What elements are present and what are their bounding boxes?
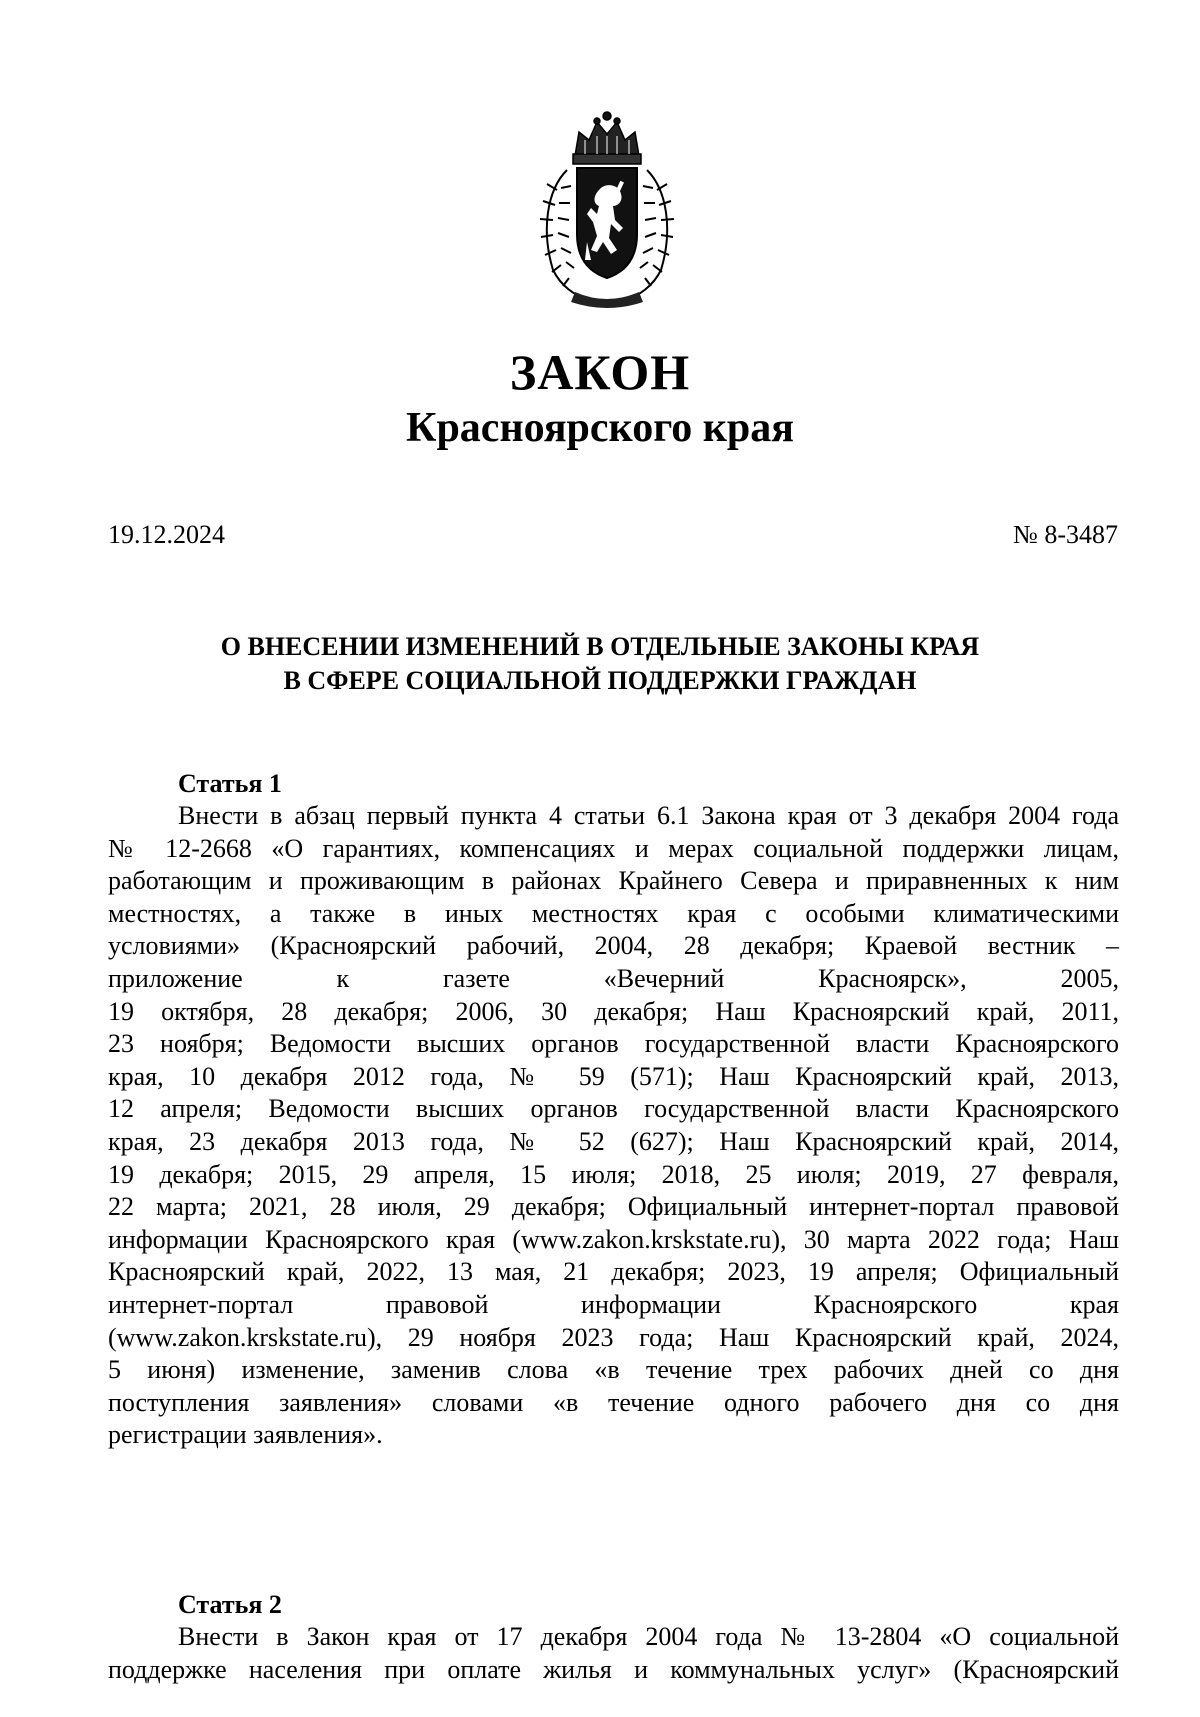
text-line: Внести в абзац первый пункта 4 статьи 6.1 Закона края от 3 декабря 2004 года [178, 801, 1119, 830]
subject-line: В СФЕРЕ СОЦИАЛЬНОЙ ПОДДЕРЖКИ ГРАЖДАН [283, 666, 917, 695]
text-line: 5 июня) изменение, заменив слова «в течение трех рабочих дней со дня [108, 1355, 1119, 1385]
text-line: информации Красноярского края (www.zakon.krskstate.ru), 30 марта 2022 года; Наш [108, 1224, 1119, 1254]
text-line: Внести в Закон края от 17 декабря 2004 года № 13-2804 «О социальной [178, 1622, 1119, 1651]
region-subtitle: Красноярского края [405, 405, 795, 451]
coat-of-arms-icon [527, 110, 687, 310]
text-line: 22 марта; 2021, 28 июля, 29 декабря; Официальный интернет-портал правовой [108, 1192, 1119, 1222]
text-line: регистрации заявления». [108, 1420, 383, 1450]
document-number: № 8-3487 [1013, 520, 1118, 549]
document-subject [0, 630, 1200, 698]
text-line: приложение к газете «Вечерний Красноярск», 2005, [108, 963, 1119, 993]
subject-line: О ВНЕСЕНИИ ИЗМЕНЕНИЙ В ОТДЕЛЬНЫЕ ЗАКОНЫ КРАЯ [220, 632, 980, 661]
text-line: поступления заявления» словами «в течение одного рабочего дня со дня [108, 1387, 1119, 1417]
document-date: 19.12.2024 [108, 520, 225, 549]
article-1-text [108, 800, 1119, 1452]
text-line: 19 октября, 28 декабря; 2006, 30 декабря; Наш Красноярский край, 2011, [108, 996, 1119, 1026]
text-line: (www.zakon.krskstate.ru), 29 ноября 2023 года; Наш Красноярский край, 2024, [108, 1322, 1119, 1352]
text-line: Красноярский край, 2022, 13 мая, 21 декабря; 2023, 19 апреля; Официальный [108, 1257, 1119, 1287]
text-line: края, 23 декабря 2013 года, № 52 (627); Наш Красноярский край, 2014, [108, 1126, 1119, 1156]
article-2-heading: Статья 2 [178, 1590, 282, 1619]
text-line: 12 апреля; Ведомости высших органов государственной власти Красноярского [108, 1094, 1119, 1124]
article-1-heading: Статья 1 [178, 769, 282, 798]
text-line: поддержке населения при оплате жилья и коммунальных услуг» (Красноярский [108, 1654, 1119, 1684]
text-line: условиями» (Красноярский рабочий, 2004, 28 декабря; Краевой вестник – [108, 931, 1119, 961]
text-line: работающим и проживающим в районах Крайнего Севера и приравненных к ним [108, 866, 1119, 896]
text-line: № 12-2668 «О гарантиях, компенсациях и мерах социальной поддержки лицам, [108, 833, 1119, 863]
text-line: 19 декабря; 2015, 29 апреля, 15 июля; 2018, 25 июля; 2019, 27 февраля, [108, 1159, 1119, 1189]
law-title: ЗАКОН [509, 344, 691, 400]
text-line: местностях, а также в иных местностях края с особыми климатическими [108, 898, 1119, 928]
article-2-text [108, 1621, 1119, 1686]
text-line: 23 ноября; Ведомости высших органов государственной власти Красноярского [108, 1029, 1119, 1059]
text-line: края, 10 декабря 2012 года, № 59 (571); Наш Красноярский край, 2013, [108, 1061, 1119, 1091]
text-line: интернет-портал правовой информации Красноярского края [108, 1289, 1119, 1319]
